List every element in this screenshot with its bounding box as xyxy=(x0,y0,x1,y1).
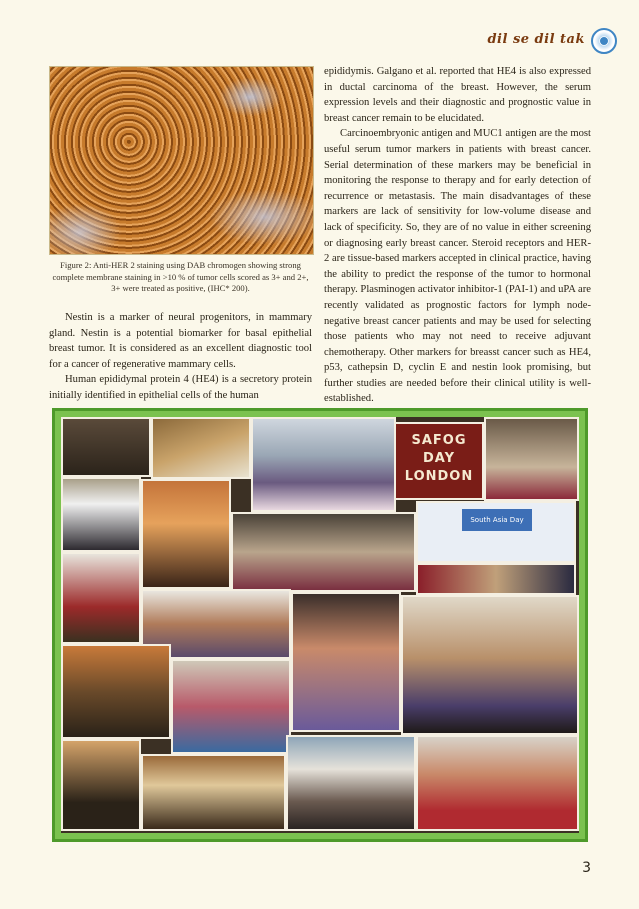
logo-emblem-icon xyxy=(591,28,617,54)
collage-photo xyxy=(141,754,286,831)
collage-photo xyxy=(171,659,291,754)
paragraph-nestin: Nestin is a marker of neural progenitors, in mammary gland. Nestin is a potential biomarker for basal epithelial breast tumor. It is considered as an excellent diagnostic tool for a cancer of regenerative mammary cells. xyxy=(49,312,312,370)
collage-photo xyxy=(286,735,416,831)
figure-ihc-image xyxy=(49,66,314,255)
right-column xyxy=(324,64,591,407)
figure-caption: Figure 2: Anti-HER 2 staining using DAB chromogen showing strong complete membrane staining in >10 % of tumor cells scored as 3+ and 2+, 3+ were treated as positive, (IHC* 200). xyxy=(52,260,309,293)
collage-photo xyxy=(416,735,579,831)
page-number: 3 xyxy=(582,860,591,876)
collage-photo xyxy=(141,479,231,589)
collage-photo xyxy=(151,417,251,479)
collage-photo xyxy=(291,592,401,732)
brand-title: dil se dil tak xyxy=(487,32,585,47)
safog-day-sign: SAFOG DAY LONDON xyxy=(394,422,484,500)
paragraph-markers: Carcinoembryonic antigen and MUC1 antigen are the most useful serum tumor markers in patients with breast cancer. Serial determination of these markers may be beneficial in monitoring the response to therapy and for early detection of recurrence or metastasis. The main disadvantages of these markers are lack of sensitivity for low-volume disease and lack of specificity. So, they are of no value in either screening or diagnosing early breast cancer. Steroid receptors and HER-2 are tissue-based markers accepted in clinical practice, having the ability to predict the response of the tumor to hormonal therapy. Plasminogen activator inhibitor-1 (PAI-1) and uPA are recently validated as prognostic factors for lymph node-negative breast cancer patients and may be used for selecting those patients who may not need to receive adjuvant chemotherapy. Other markers for breasst cancer such as HE4, p53, cathepsin D, cyclin E and nestin look promising, but further studies are needed before their clinical utility is well-established. xyxy=(324,128,591,405)
collage-photo xyxy=(61,644,171,739)
collage-photo xyxy=(61,552,141,644)
collage-photo xyxy=(484,417,579,501)
collage-photo xyxy=(61,417,151,477)
collage-photo xyxy=(416,563,576,595)
paragraph-epididymis: epididymis. Galgano et al. reported that HE4 is also expressed in ductal carcinoma of the breast. However, the serum expression levels and their diagnostic and prognostic value in breast cancer remain to be elucidated. xyxy=(324,66,591,124)
paragraph-he4: Human epididymal protein 4 (HE4) is a secretory protein initially identified in epithelial cells of the human xyxy=(49,374,312,401)
photo-collage xyxy=(52,408,588,842)
collage-photo xyxy=(401,595,579,735)
left-column xyxy=(49,310,312,404)
collage-photo xyxy=(251,417,396,512)
collage-photo xyxy=(61,739,141,831)
south-asia-day-slide: South Asia Day xyxy=(416,501,576,563)
collage-photo xyxy=(231,512,416,592)
collage-photo xyxy=(61,477,141,552)
